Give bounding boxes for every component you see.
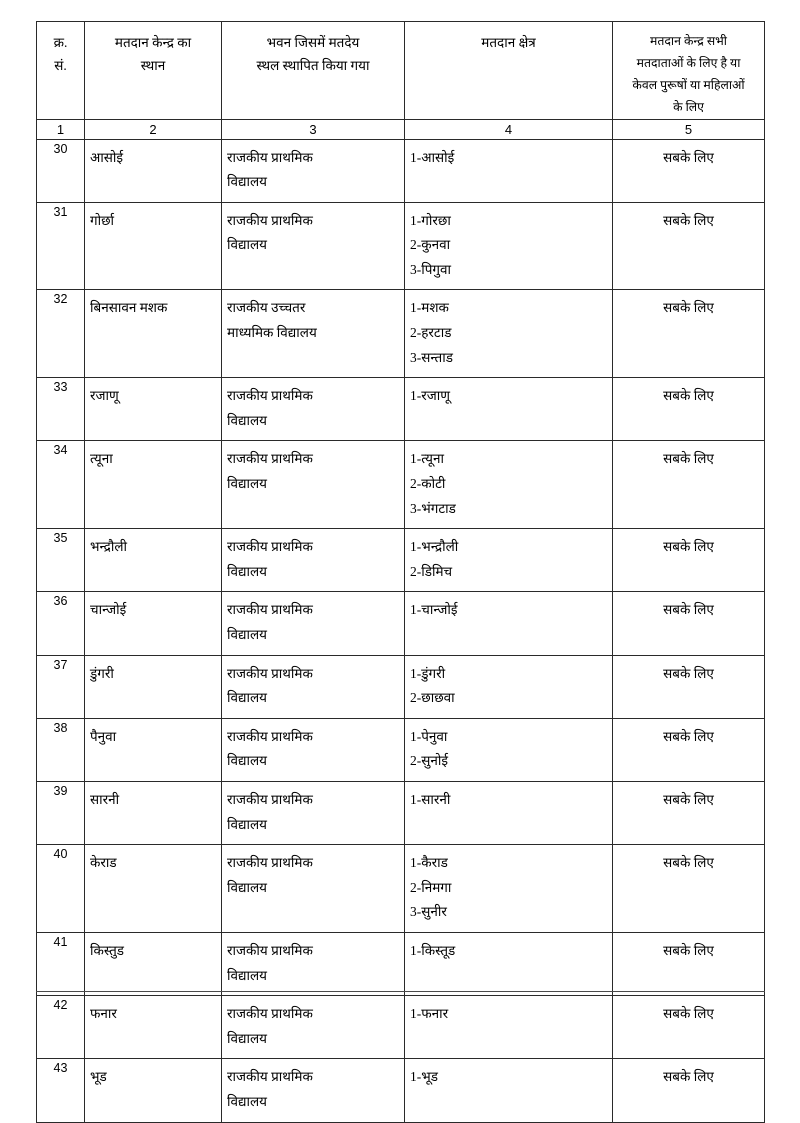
cell-polling-areas bbox=[405, 932, 613, 995]
cell-station-place bbox=[85, 529, 222, 592]
building-line: विद्यालय bbox=[227, 412, 267, 428]
cell-access bbox=[613, 441, 765, 529]
header-cell-access bbox=[613, 22, 765, 120]
station-place-line: आसोई bbox=[90, 149, 124, 165]
cell-building bbox=[222, 932, 405, 995]
building-line: राजकीय प्राथमिक bbox=[227, 212, 313, 228]
table-row bbox=[37, 845, 765, 933]
cell-serial-number: 31 bbox=[37, 202, 85, 290]
table-row bbox=[37, 441, 765, 529]
cell-building bbox=[222, 996, 405, 1059]
header-access-line: के लिए bbox=[673, 99, 704, 114]
cell-access bbox=[613, 655, 765, 718]
polling-station-table bbox=[36, 21, 765, 1123]
polling-area-line: 1-भन्द्रौली bbox=[410, 539, 459, 555]
cell-access bbox=[613, 592, 765, 655]
cell-polling-areas bbox=[405, 655, 613, 718]
cell-station-place bbox=[85, 932, 222, 995]
access-label: सबके लिए bbox=[663, 539, 714, 555]
column-number-row bbox=[37, 119, 765, 139]
column-number-5: 5 bbox=[613, 119, 765, 139]
header-cell-serial bbox=[37, 22, 85, 120]
header-building-line: स्थल स्थापित किया गया bbox=[256, 58, 370, 74]
table-row bbox=[37, 718, 765, 781]
header-place-line: स्थान bbox=[140, 58, 166, 74]
cell-access bbox=[613, 781, 765, 844]
cell-access bbox=[613, 845, 765, 933]
column-number-4: 4 bbox=[405, 119, 613, 139]
cell-station-place bbox=[85, 655, 222, 718]
header-cell-area bbox=[405, 22, 613, 120]
station-place-line: भन्द्रौली bbox=[90, 539, 127, 555]
cell-building bbox=[222, 202, 405, 290]
header-serial-line: क्र. bbox=[53, 35, 68, 50]
polling-area-line: 2-कोटी bbox=[410, 476, 446, 492]
polling-area-line: 3-पिगुवा bbox=[410, 261, 452, 277]
building-line: विद्यालय bbox=[227, 476, 267, 492]
cell-building bbox=[222, 718, 405, 781]
building-line: राजकीय प्राथमिक bbox=[227, 665, 313, 681]
polling-area-line: 2-डिमिच bbox=[410, 563, 453, 579]
building-line: राजकीय प्राथमिक bbox=[227, 149, 313, 165]
cell-polling-areas bbox=[405, 718, 613, 781]
cell-building bbox=[222, 529, 405, 592]
polling-area-line: 1-आसोई bbox=[410, 149, 455, 165]
header-access-line: केवल पुरूषों या महिलाओं bbox=[632, 77, 745, 92]
access-label: सबके लिए bbox=[663, 212, 714, 228]
station-place-line: डुंगरी bbox=[90, 665, 114, 681]
building-line: विद्यालय bbox=[227, 174, 267, 190]
cell-access bbox=[613, 290, 765, 378]
header-place-line: मतदान केन्द्र का bbox=[114, 35, 192, 50]
cell-serial-number: 43 bbox=[37, 1059, 85, 1122]
building-line: विद्यालय bbox=[227, 879, 267, 895]
polling-area-line: 3-भंगटाड bbox=[410, 500, 456, 516]
table-row bbox=[37, 932, 765, 995]
building-line: राजकीय प्राथमिक bbox=[227, 1006, 313, 1022]
cell-serial-number: 39 bbox=[37, 781, 85, 844]
table-row bbox=[37, 996, 765, 1059]
access-label: सबके लिए bbox=[663, 300, 714, 316]
access-label: सबके लिए bbox=[663, 602, 714, 618]
cell-building bbox=[222, 781, 405, 844]
polling-area-line: 2-छाछवा bbox=[410, 690, 455, 706]
cell-serial-number: 30 bbox=[37, 139, 85, 202]
polling-area-line: 1-पेनुवा bbox=[410, 728, 448, 744]
building-line: राजकीय प्राथमिक bbox=[227, 602, 313, 618]
column-number-2: 2 bbox=[85, 119, 222, 139]
cell-building bbox=[222, 655, 405, 718]
building-line: राजकीय प्राथमिक bbox=[227, 1069, 313, 1085]
column-number-3: 3 bbox=[222, 119, 405, 139]
cell-building bbox=[222, 845, 405, 933]
cell-serial-number: 41 bbox=[37, 932, 85, 995]
access-label: सबके लिए bbox=[663, 388, 714, 404]
table-row bbox=[37, 592, 765, 655]
footer-horizontal-rule bbox=[36, 991, 765, 992]
polling-area-line: 1-भूड bbox=[410, 1069, 438, 1085]
table-row bbox=[37, 290, 765, 378]
building-line: राजकीय उच्चतर bbox=[227, 300, 306, 316]
building-line: विद्यालय bbox=[227, 690, 267, 706]
cell-serial-number: 37 bbox=[37, 655, 85, 718]
header-cell-building bbox=[222, 22, 405, 120]
cell-building bbox=[222, 139, 405, 202]
building-line: विद्यालय bbox=[227, 967, 267, 983]
station-place-line: बिनसावन मशक bbox=[90, 300, 168, 316]
polling-area-line: 3-सुनीर bbox=[410, 904, 447, 920]
polling-area-line: 3-सन्ताड bbox=[410, 349, 453, 365]
building-line: विद्यालय bbox=[227, 237, 267, 253]
access-label: सबके लिए bbox=[663, 942, 714, 958]
polling-area-line: 2-कुनवा bbox=[410, 237, 451, 253]
cell-serial-number: 38 bbox=[37, 718, 85, 781]
station-place-line: केराड bbox=[90, 855, 117, 871]
cell-station-place bbox=[85, 592, 222, 655]
header-access-line: मतदाताओं के लिए है या bbox=[636, 55, 741, 70]
building-line: विद्यालय bbox=[227, 1093, 267, 1109]
polling-area-line: 1-किस्तूड bbox=[410, 942, 456, 958]
header-area-line: मतदान क्षेत्र bbox=[481, 35, 536, 50]
building-line: राजकीय प्राथमिक bbox=[227, 942, 313, 958]
column-number-1: 1 bbox=[37, 119, 85, 139]
cell-access bbox=[613, 718, 765, 781]
building-line: राजकीय प्राथमिक bbox=[227, 388, 313, 404]
polling-area-line: 2-निमगा bbox=[410, 879, 452, 895]
cell-polling-areas bbox=[405, 202, 613, 290]
building-line: विद्यालय bbox=[227, 627, 267, 642]
table-row bbox=[37, 1059, 765, 1122]
table-row bbox=[37, 202, 765, 290]
station-place-line: भूड bbox=[90, 1069, 107, 1085]
polling-area-line: 1-मशक bbox=[410, 300, 449, 316]
building-line: राजकीय प्राथमिक bbox=[227, 855, 313, 871]
table-row bbox=[37, 781, 765, 844]
table-row bbox=[37, 655, 765, 718]
cell-station-place bbox=[85, 1059, 222, 1122]
cell-polling-areas bbox=[405, 290, 613, 378]
cell-station-place bbox=[85, 290, 222, 378]
cell-building bbox=[222, 378, 405, 441]
polling-area-line: 1-रजाणू bbox=[410, 388, 451, 404]
cell-station-place bbox=[85, 845, 222, 933]
cell-station-place bbox=[85, 996, 222, 1059]
building-line: राजकीय प्राथमिक bbox=[227, 451, 313, 467]
cell-access bbox=[613, 202, 765, 290]
header-access-line: मतदान केन्द्र सभी bbox=[650, 34, 727, 48]
access-label: सबके लिए bbox=[663, 1069, 714, 1085]
polling-area-line: 1-त्यूना bbox=[410, 451, 444, 467]
cell-building bbox=[222, 441, 405, 529]
building-line: राजकीय प्राथमिक bbox=[227, 791, 313, 807]
station-place-line: चान्जोई bbox=[90, 602, 127, 618]
polling-area-line: 1-गोरछा bbox=[410, 212, 451, 228]
table-row bbox=[37, 139, 765, 202]
cell-polling-areas bbox=[405, 845, 613, 933]
cell-station-place bbox=[85, 781, 222, 844]
header-building-line: भवन जिसमें मतदेय bbox=[266, 35, 360, 50]
cell-polling-areas bbox=[405, 441, 613, 529]
cell-polling-areas bbox=[405, 139, 613, 202]
cell-access bbox=[613, 996, 765, 1059]
header-serial-line: सं. bbox=[54, 58, 67, 74]
cell-access bbox=[613, 932, 765, 995]
station-place-line: सारनी bbox=[90, 791, 120, 807]
cell-building bbox=[222, 1059, 405, 1122]
station-place-line: रजाणू bbox=[90, 388, 119, 404]
cell-station-place bbox=[85, 718, 222, 781]
cell-serial-number: 34 bbox=[37, 441, 85, 529]
cell-station-place bbox=[85, 202, 222, 290]
station-place-line: फनार bbox=[90, 1006, 117, 1022]
polling-area-line: 1-चान्जोई bbox=[410, 602, 458, 618]
building-line: विद्यालय bbox=[227, 1030, 267, 1046]
cell-polling-areas bbox=[405, 996, 613, 1059]
cell-polling-areas bbox=[405, 529, 613, 592]
access-label: सबके लिए bbox=[663, 791, 714, 807]
polling-area-line: 1-फनार bbox=[410, 1006, 449, 1022]
cell-polling-areas bbox=[405, 378, 613, 441]
polling-station-table-wrapper bbox=[36, 21, 764, 1123]
table-header-row bbox=[37, 22, 765, 120]
table-row bbox=[37, 529, 765, 592]
access-label: सबके लिए bbox=[663, 855, 714, 871]
building-line: राजकीय प्राथमिक bbox=[227, 728, 313, 744]
access-label: सबके लिए bbox=[663, 451, 714, 467]
building-line: विद्यालय bbox=[227, 816, 267, 832]
cell-polling-areas bbox=[405, 781, 613, 844]
access-label: सबके लिए bbox=[663, 665, 714, 681]
cell-serial-number: 40 bbox=[37, 845, 85, 933]
cell-building bbox=[222, 290, 405, 378]
station-place-line: पैनुवा bbox=[90, 728, 117, 744]
cell-serial-number: 32 bbox=[37, 290, 85, 378]
building-line: विद्यालय bbox=[227, 753, 267, 769]
building-line: विद्यालय bbox=[227, 563, 267, 579]
cell-access bbox=[613, 139, 765, 202]
polling-area-line: 1-डुंगरी bbox=[410, 665, 446, 681]
cell-station-place bbox=[85, 139, 222, 202]
cell-station-place bbox=[85, 378, 222, 441]
cell-serial-number: 33 bbox=[37, 378, 85, 441]
header-cell-station-place bbox=[85, 22, 222, 120]
table-row bbox=[37, 378, 765, 441]
polling-area-line: 1-सारनी bbox=[410, 791, 451, 807]
access-label: सबके लिए bbox=[663, 149, 714, 165]
station-place-line: गोर्छा bbox=[90, 212, 115, 228]
cell-access bbox=[613, 378, 765, 441]
polling-area-line: 2-हरटाड bbox=[410, 325, 452, 341]
polling-area-line: 1-कैराड bbox=[410, 855, 448, 871]
cell-serial-number: 36 bbox=[37, 592, 85, 655]
cell-station-place bbox=[85, 441, 222, 529]
cell-polling-areas bbox=[405, 1059, 613, 1122]
cell-access bbox=[613, 1059, 765, 1122]
access-label: सबके लिए bbox=[663, 728, 714, 744]
cell-serial-number: 42 bbox=[37, 996, 85, 1059]
building-line: माध्यमिक विद्यालय bbox=[227, 325, 317, 341]
building-line: राजकीय प्राथमिक bbox=[227, 539, 313, 555]
cell-building bbox=[222, 592, 405, 655]
cell-access bbox=[613, 529, 765, 592]
access-label: सबके लिए bbox=[663, 1006, 714, 1022]
station-place-line: त्यूना bbox=[90, 451, 113, 467]
polling-area-line: 2-सुनोई bbox=[410, 753, 448, 769]
station-place-line: किस्तुड bbox=[90, 942, 125, 958]
cell-serial-number: 35 bbox=[37, 529, 85, 592]
cell-polling-areas bbox=[405, 592, 613, 655]
